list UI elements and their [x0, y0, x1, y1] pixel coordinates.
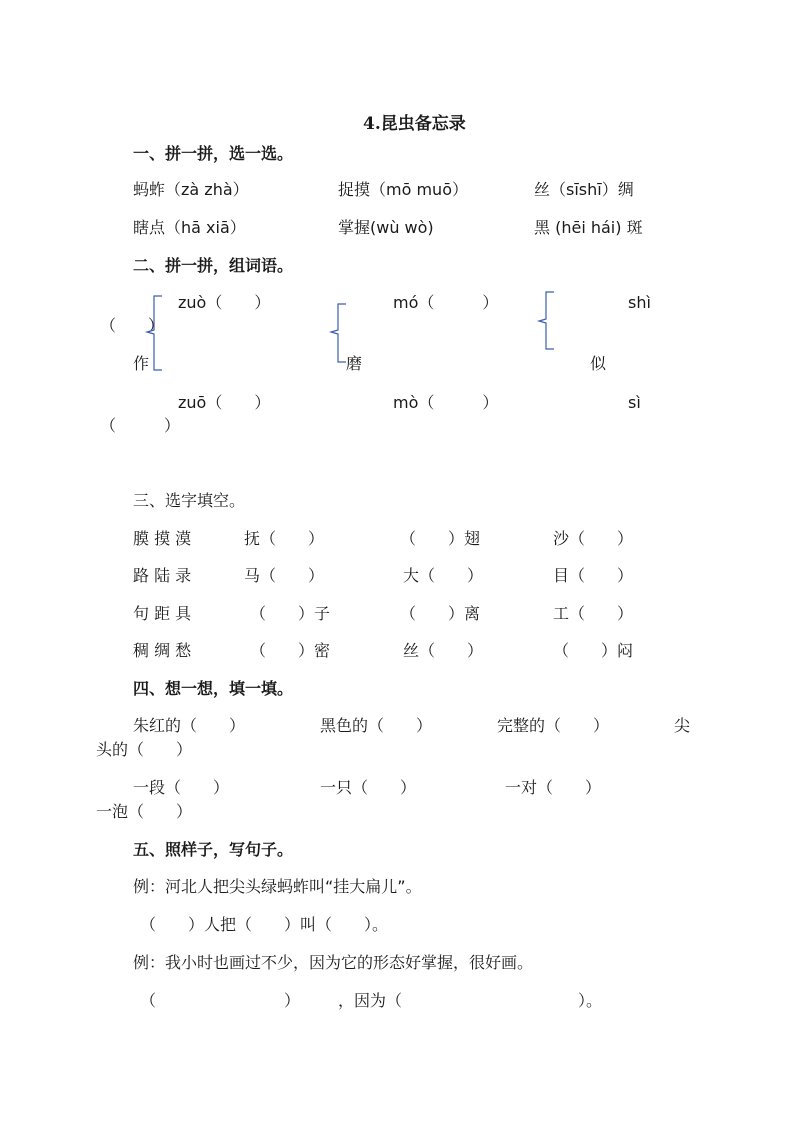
bracket-2 [328, 300, 352, 366]
fill-1: （ ）人把（ ）叫（ ）。 [140, 915, 389, 934]
s3-blank: 大（ ） [403, 566, 484, 585]
s1-item: 掌握(wù wò) [338, 218, 434, 237]
s3-blank: 马（ ） [244, 566, 325, 585]
bracket-1 [144, 292, 168, 374]
s4-item: 一对（ ） [505, 778, 602, 797]
s3-blank: （ ）翅 [400, 529, 481, 548]
section-3-heading: 三、选字填空。 [133, 491, 246, 510]
example-2: 例：我小时也画过不少，因为它的形态好掌握，很好画。 [133, 953, 534, 972]
pinyin-bottom: zuō（ ） [178, 393, 271, 412]
s3-blank: （ ）密 [250, 641, 331, 660]
s4-item: 一段（ ） [133, 778, 230, 797]
pinyin-bottom: mò（ ） [393, 393, 499, 412]
s3-blank: （ ）离 [400, 604, 481, 623]
blank-tail: （ ） [100, 416, 181, 435]
s3-blank: 目（ ） [553, 566, 634, 585]
fill-2-blank: （ ） [140, 991, 301, 1010]
fill-2-rest: ，因为（ ）。 [338, 991, 603, 1010]
pinyin-bottom: sì [628, 393, 641, 412]
pinyin-top: mó（ ） [393, 293, 499, 312]
s4-item: 一只（ ） [320, 778, 417, 797]
s3-blank: 沙（ ） [553, 529, 634, 548]
bracket-3 [536, 289, 560, 353]
s1-item: 蚂蚱（zà zhà） [133, 180, 249, 199]
section-4-heading: 四、想一想，填一填。 [133, 679, 294, 698]
s3-chars: 句 距 具 [133, 604, 192, 623]
s4-item: 黑色的（ ） [320, 716, 433, 735]
page-title: 4.昆虫备忘录 [363, 114, 466, 134]
pinyin-top: zuò（ ） [178, 293, 271, 312]
s3-blank: （ ）子 [250, 604, 331, 623]
s3-blank: （ ）闷 [553, 641, 634, 660]
section-2-heading: 二、拼一拼，组词语。 [133, 256, 294, 275]
example-1: 例：河北人把尖头绿蚂蚱叫“挂大扁儿”。 [133, 877, 422, 896]
s3-chars: 膜 摸 漠 [133, 529, 192, 548]
s1-item: 瞎点（hā xiā） [133, 218, 246, 237]
s4-item: 完整的（ ） [497, 716, 610, 735]
s4-wrap: 一泡（ ） [96, 802, 193, 821]
char: 作 [133, 354, 150, 373]
section-1-heading: 一、拼一拼，选一选。 [133, 144, 294, 163]
blank-mid-left: （ ） [100, 316, 165, 335]
s3-chars: 路 陆 录 [133, 566, 192, 585]
s3-blank: 工（ ） [553, 604, 634, 623]
s3-blank: 抚（ ） [244, 529, 325, 548]
section-5-heading: 五、照样子，写句子。 [133, 840, 294, 859]
s3-chars: 稠 绸 愁 [133, 641, 192, 660]
pinyin-top: shì [628, 293, 651, 312]
s1-item: 捉摸（mō muō） [338, 180, 468, 199]
s1-item: 黑 (hēi hái) 斑 [534, 218, 643, 237]
s4-wrap: 头的（ ） [96, 740, 193, 759]
s1-item: 丝（sīshī）绸 [534, 180, 634, 199]
s4-item: 朱红的（ ） [133, 716, 246, 735]
s4-item: 尖 [674, 716, 691, 735]
char: 磨 [346, 354, 363, 373]
char: 似 [590, 354, 607, 373]
s3-blank: 丝（ ） [403, 641, 484, 660]
